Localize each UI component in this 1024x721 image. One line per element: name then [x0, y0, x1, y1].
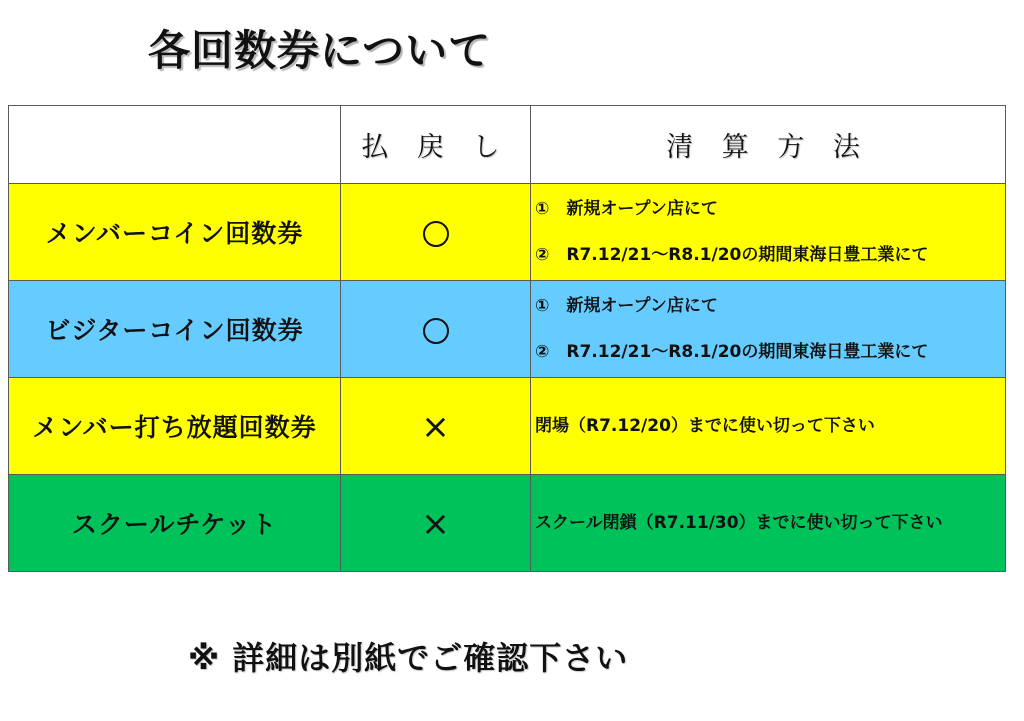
ticket-name: メンバーコイン回数券: [9, 184, 341, 281]
settlement-method: [531, 184, 1006, 281]
header-ticket-type: [9, 106, 341, 184]
settlement-method-line: ① 新規オープン店にて: [535, 296, 718, 316]
refund-status: [341, 378, 531, 475]
refund-status: [341, 475, 531, 572]
refund-status: [341, 281, 531, 378]
header-settlement-method: 清 算 方 法: [531, 106, 1006, 184]
header-refund: 払 戻 し: [341, 106, 531, 184]
table-row-member-unlimited: [9, 378, 1006, 475]
ticket-name: ビジターコイン回数券: [9, 281, 341, 378]
table-row-visitor-coin: [9, 281, 1006, 378]
settlement-method-line: ① 新規オープン店にて: [535, 199, 718, 219]
circle-icon: [423, 221, 449, 247]
settlement-method-line: ② R7.12/21～R8.1/20の期間東海日豊工業にて: [535, 342, 929, 362]
circle-icon: [423, 318, 449, 344]
table-row-member-coin: [9, 184, 1006, 281]
settlement-method-line: ② R7.12/21～R8.1/20の期間東海日豊工業にて: [535, 245, 929, 265]
table-header-row: [9, 106, 1006, 184]
cross-icon: ×: [421, 406, 450, 447]
settlement-method: [531, 475, 1006, 572]
refund-status: [341, 184, 531, 281]
settlement-method: [531, 378, 1006, 475]
page-title: 各回数券について: [148, 26, 492, 75]
settlement-method-line: スクール閉鎖（R7.11/30）までに使い切って下さい: [535, 513, 943, 533]
footer-note: ※ 詳細は別紙でご確認下さい: [188, 639, 629, 677]
ticket-table: [8, 105, 1006, 572]
settlement-method-line: 閉場（R7.12/20）までに使い切って下さい: [535, 416, 875, 436]
table-row-school-ticket: [9, 475, 1006, 572]
ticket-name: スクールチケット: [9, 475, 341, 572]
ticket-name: メンバー打ち放題回数券: [9, 378, 341, 475]
cross-icon: ×: [421, 503, 450, 544]
settlement-method: [531, 281, 1006, 378]
